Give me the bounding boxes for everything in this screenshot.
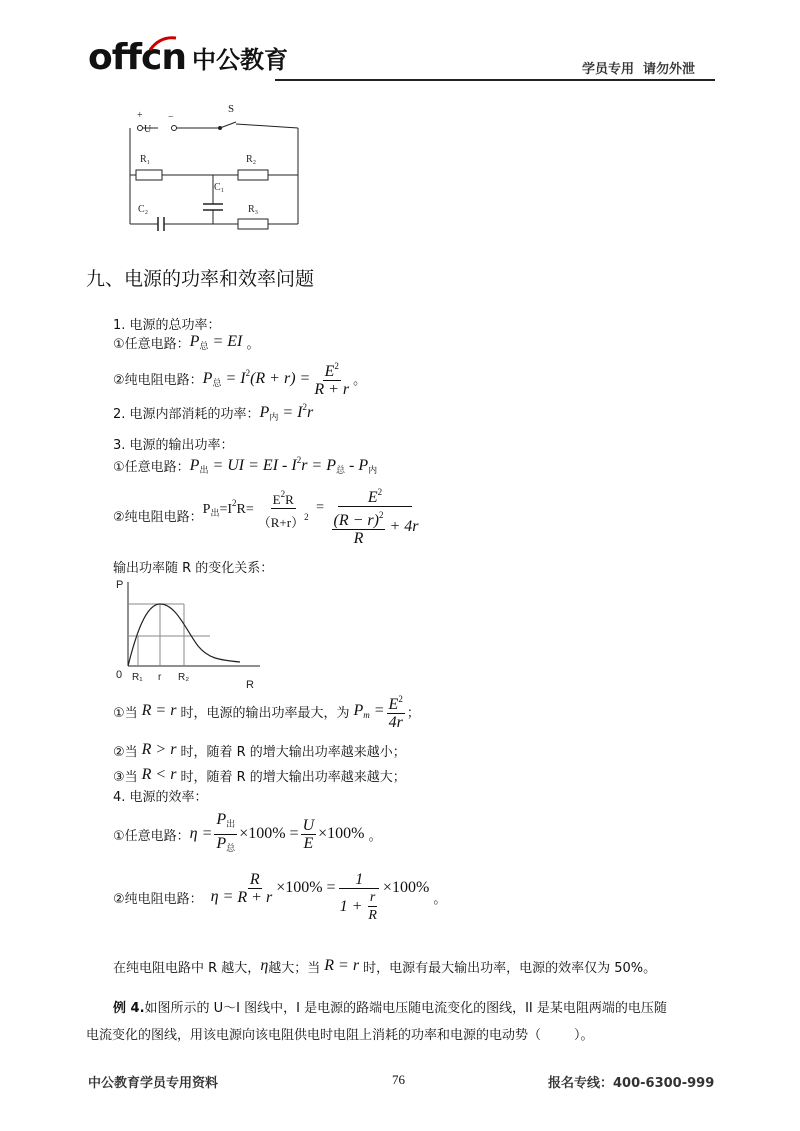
label-pure-circuit: ②纯电阻电路：: [113, 509, 203, 525]
formula-total-pure: [113, 358, 366, 398]
label-c1: C₁: [214, 182, 225, 193]
formula-efficiency-pure: [113, 866, 446, 928]
section-title: 九、电源的功率和效率问题: [86, 268, 315, 290]
p4-heading: 4. 电源的效率：: [113, 790, 208, 805]
formula-total-any: [113, 331, 260, 353]
math-frac-u-over-e: $\frac{U}{E}$: [302, 816, 315, 852]
math-eta: η =: [202, 888, 234, 905]
math-p-output-pure-lhs: $P_出=I^2R=$: [202, 497, 254, 519]
resistor-r2: [238, 170, 268, 180]
math-frac-e2-over-rr: $\frac{E^2}{R + r}$: [312, 358, 351, 398]
case3-prefix: ③当: [113, 769, 138, 785]
math-r-eq-r: R = r: [137, 702, 181, 719]
math-times-100-b: ×100%: [382, 879, 430, 896]
terminal-minus: [172, 126, 177, 131]
math-r-gt-r: R > r: [137, 741, 181, 758]
case3-suffix: 时，随着 R 的增大输出功率越来越大；: [180, 769, 406, 785]
resistor-r1: [136, 170, 162, 180]
summary-line: [113, 955, 656, 977]
formula-internal: [113, 401, 313, 423]
header: [0, 0, 800, 90]
period: 。: [242, 336, 260, 352]
logo-latin: offcn: [88, 37, 187, 78]
equals: =: [312, 500, 328, 515]
resistor-r3: [238, 219, 268, 229]
example-label: 例 4.: [113, 1001, 145, 1016]
p1-heading: 1. 电源的总功率：: [113, 318, 221, 333]
label-r2: R₂: [246, 154, 257, 165]
math-times-100: ×100% =: [276, 879, 336, 896]
graph-tick-r2: R₂: [178, 672, 190, 683]
label-r1: R₁: [140, 154, 151, 165]
case-2: [113, 740, 406, 760]
footer-right: 报名专线：400-6300-999: [548, 1076, 715, 1091]
footer-left: 中公教育学员专用资料: [88, 1076, 219, 1091]
logo: [88, 37, 289, 78]
label-u: U: [144, 124, 152, 135]
label-pure-circuit: ②纯电阻电路：: [113, 891, 203, 907]
graph-tick-r1: R₁: [132, 672, 143, 683]
period: 。: [429, 891, 447, 907]
math-frac-e2-over-expanded: $E^2$ $\frac{(R - r)^2}{R}$ + 4r: [330, 484, 421, 547]
case-3: [113, 765, 406, 785]
footer-page-number: 76: [392, 1072, 405, 1087]
case1-prefix: ①当: [113, 705, 138, 721]
logo-cn: 中公教育: [192, 46, 289, 74]
power-resistance-graph: [110, 574, 270, 694]
switch-pivot: [218, 126, 222, 130]
header-rule: [275, 79, 715, 81]
label-any-circuit: ①任意电路：: [113, 459, 190, 475]
math-p-total-any: $P_总$ = EI: [189, 332, 243, 352]
example-text-1: 如图所示的 U～I 图线中，I 是电源的路端电压随电流变化的图线，II 是某电阻两端的电压随: [144, 1001, 667, 1016]
label-r3: R₃: [248, 204, 259, 215]
math-times-100: ×100% =: [239, 825, 299, 842]
math-eta: η =: [189, 825, 213, 842]
case2-suffix: 时，随着 R 的增大输出功率越来越小；: [180, 744, 406, 760]
case-1: [113, 690, 420, 732]
p3-heading: 3. 电源的输出功率：: [113, 438, 234, 453]
period: 。: [364, 828, 382, 844]
header-tagline: 学员专用 请勿外泄: [582, 62, 696, 77]
summary-c: 时，电源有最大输出功率，电源的效率仅为 50%。: [363, 960, 657, 976]
graph-origin: 0: [116, 669, 123, 681]
graph-y-label: P: [116, 579, 124, 591]
case2-prefix: ②当: [113, 744, 138, 760]
graph-tick-r: r: [158, 672, 162, 683]
p2-heading: 2. 电源内部消耗的功率：: [113, 406, 260, 422]
math-frac-pout-over-ptotal: $\frac{P_出}{P_总}$: [216, 810, 236, 854]
label-pure-circuit: ②纯电阻电路：: [113, 372, 203, 388]
math-pm: $P_m$ =: [349, 702, 385, 720]
logo-swoosh-icon: [148, 34, 178, 54]
label-s: S: [228, 103, 235, 115]
label-plus: +: [137, 110, 143, 121]
math-r-lt-r: R < r: [137, 766, 181, 783]
math-times-100-b: ×100%: [318, 825, 365, 842]
math-frac-e2-over-4r: $\frac{E^2}{4r}$: [387, 691, 405, 731]
label-c2: C₂: [138, 204, 149, 215]
example-line-1: [113, 997, 667, 1016]
formula-efficiency-any: [113, 812, 382, 856]
example-line-2: 电流变化的图线，用该电源向该电阻供电时电阻上消耗的功率和电源的电动势（ ）。: [86, 1028, 594, 1043]
semicolon: ；: [406, 705, 420, 721]
label-any-circuit: ①任意电路：: [113, 336, 190, 352]
label-minus: −: [168, 112, 174, 123]
math-frac-e2r-over-rr2: $\frac{E^2R}{(R+r)^2}$: [256, 486, 311, 531]
case1-suffix: 时，电源的输出功率最大，为: [180, 705, 350, 721]
math-frac-r-over-rr: $\frac{R}{R + r}$: [237, 870, 273, 906]
period: 。: [353, 372, 367, 388]
math-eta: η: [260, 957, 269, 974]
math-p-internal: $P_内 = I^2r$: [259, 401, 314, 423]
formula-output-pure: [113, 484, 423, 546]
graph-x-label: R: [246, 679, 254, 691]
math-p-total-pure: $P_总 = I^2(R + r)$ =: [202, 367, 311, 389]
math-frac-1-over-1-plus-r-over-R: 1 1 + $\frac{r}{R}$: [338, 871, 381, 924]
switch-blade: [220, 122, 236, 128]
label-any-circuit: ①任意电路：: [113, 828, 190, 844]
summary-b: 越大；当: [268, 960, 321, 976]
math-r-eq-r: R = r: [320, 957, 364, 974]
formula-output-any: [113, 454, 377, 476]
summary-a: 在纯电阻电路中 R 越大，: [113, 960, 261, 976]
terminal-plus: [138, 126, 143, 131]
circuit-diagram: [118, 98, 318, 238]
graph-caption: 输出功率随 R 的变化关系：: [113, 561, 274, 576]
math-p-output-any: $P_出$ = UI = EI - $I^2r = P_总 - P_内$: [189, 454, 378, 476]
